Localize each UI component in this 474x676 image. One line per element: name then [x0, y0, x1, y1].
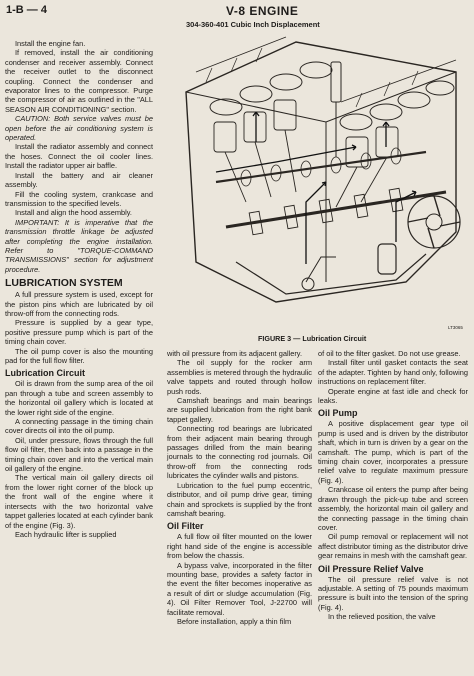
middle-column [167, 349, 312, 626]
engine-lubrication-illustration [156, 32, 472, 330]
right-column [318, 349, 468, 622]
subheading-lubrication-circuit: Lubrication Circuit [5, 368, 86, 379]
paragraph: Camshaft bearings and main bearings are supplied lubrication from the right bank tappet gallery. [167, 396, 312, 424]
paragraph: Fill the cooling system, crankcase and transmission to the specified levels. [5, 189, 153, 208]
paragraph: Install the battery and air cleaner assembly. [5, 170, 153, 190]
paragraph: Operate engine at fast idle and check for leaks. [318, 386, 468, 406]
paragraph: A full flow oil filter mounted on the lower right hand side of the engine is accessible from below the chassis. [167, 532, 312, 561]
paragraph: Before installation, apply a thin film [177, 616, 292, 626]
figure-code: LT3065 [448, 325, 463, 330]
paragraph: In the relieved position, the valve [328, 612, 436, 622]
paragraph: The oil pump cover is also the mounting pad for the full flow filter. [5, 346, 153, 365]
paragraph: A full pressure system is used, except for the piston pins which are lubricated by oil throw-off from the connecting rods. [5, 290, 153, 318]
page-subtitle: 304-360-401 Cubic Inch Displacement [186, 20, 320, 29]
caution-note: CAUTION: Both service valves must be open before the air conditioning system is operated. [5, 114, 153, 143]
left-column [5, 39, 153, 539]
section-heading-lubrication-system: LUBRICATION SYSTEM [5, 277, 123, 290]
subheading-oil-pressure-relief-valve: Oil Pressure Relief Valve [318, 563, 424, 574]
page-number: 1-B — 4 [6, 4, 47, 16]
subheading-oil-pump: Oil Pump [318, 408, 358, 419]
important-note: IMPORTANT: It is imperative that the transmission throttle linkage be adjusted after completing the engine installation. Refer to "TORQUE-COMMAND TRANSMISSIONS" section for adjustment procedure. [5, 217, 153, 274]
paragraph: The oil supply for the rocker arm assemblies is metered through the hydraulic valve tappets and routed through hollow push rods. [167, 358, 312, 396]
subheading-oil-filter: Oil Filter [167, 521, 204, 532]
paragraph: Install filter until gasket contacts the seat of the adapter. Tighten by hand only, following instructions on replacement filter. [318, 358, 468, 387]
paragraph: Pressure is supplied by a gear type, positive pressure pump which is part of the timing chain cover. [5, 318, 153, 347]
paragraph: Install the engine fan. [15, 39, 86, 48]
paragraph: Oil is drawn from the sump area of the oil pan through a tube and screen assembly to the horizontal oil gallery which is located at the lower right side of the engine. [5, 379, 153, 417]
paragraph: Crankcase oil enters the pump after being drawn through the pick-up tube and screen assembly, the horizontal main oil gallery and the connecting passage in the timing chain cover. [318, 485, 468, 532]
paragraph: Connecting rod bearings are lubricated from their adjacent main bearing through passages drilled from the main bearing journals to the connecting rod journals. Oil throw-off from the connecting rods lubricates the cylinder walls and pistons. [167, 424, 312, 481]
figure-caption: FIGURE 3 — Lubrication Circuit [258, 334, 367, 343]
paragraph: Lubrication to the fuel pump eccentric, distributor, and oil pump drive gear, timing chain and sprockets is supplied by the front camshaft bearing. [167, 480, 312, 518]
paragraph: A positive displacement gear type oil pump is used and is driven by the distributor shaft, which in turn is driven by a gear on the camshaft. The pump, which is part of the timing chain cover, incorporates a pressure relief valve to regulate maximum pressure (Fig. 4). [318, 419, 468, 485]
paragraph: Install the radiator assembly and connect the hoses. Connect the oil cooler lines. Install the radiator upper air baffle. [5, 142, 153, 171]
paragraph: Oil pump removal or replacement will not affect distributor timing as the distributor drive gear remains in mesh with the camshaft gear. [318, 532, 468, 561]
paragraph: A bypass valve, incorporated in the filter mounting base, provides a safety factor in the event the filter becomes inoperative as a result of dirt or sludge accumulation (Fig. 4). Oil Filter Remover Tool, J-22700 will facilitate removal. [167, 560, 312, 617]
paragraph: Oil, under pressure, flows through the full flow oil filter, then back into a passage in the timing chain cover and into the vertical main oil gallery of the engine. [5, 435, 153, 474]
paragraph: The vertical main oil gallery directs oil from the lower right corner of the block up the front wall of the engine where it intersects with the two horizontal valve tappet galleries located at each cylinder bank of the engine (Fig. 3). [5, 473, 153, 530]
paragraph: Install and align the hood assembly. [15, 208, 132, 218]
paragraph: Each hydraulic lifter is supplied [15, 529, 117, 539]
paragraph: If removed, install the air conditioning condenser and receiver assembly. Connect the receiver outlet to the disconnect coupling. Connect the condenser and evaporator lines to the compressor. Purge the compressor of air as outlined in the "ALL SEASON AIR CONDITIONING" section. [5, 48, 153, 114]
paragraph: of oil to the filter gasket. Do not use grease. [318, 349, 461, 358]
paragraph: A connecting passage in the timing chain cover directs oil into the oil pump. [5, 417, 153, 436]
paragraph: The oil pressure relief valve is not adjustable. A setting of 75 pounds maximum pressure is built into the tension of the spring (Fig. 4). [318, 574, 468, 612]
paragraph: with oil pressure from its adjacent gallery. [167, 349, 303, 358]
page-title: V-8 ENGINE [226, 4, 299, 18]
